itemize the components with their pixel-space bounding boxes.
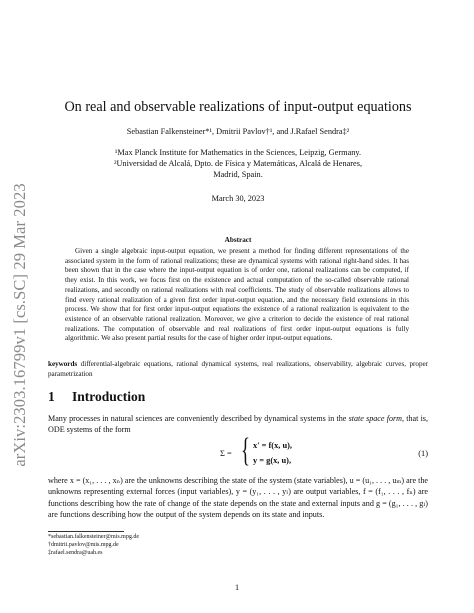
equation-brace: {	[241, 432, 250, 469]
keywords-text: differential-algebraic equations, rational dynamical systems, real realizations, observability, algebraic curves, proper parametrization	[48, 360, 428, 378]
affiliation-2	[60, 158, 416, 180]
section-number: 1	[48, 389, 55, 404]
footnote-1[interactable]: *sebastian.falkensteiner@mis.mpg.de	[48, 534, 140, 540]
para1-text-a: Many processes in natural sciences are conveniently described by dynamical systems in the	[48, 414, 349, 423]
affiliation-2-line-2: Madrid, Spain.	[213, 170, 263, 179]
abstract-heading: Abstract	[224, 236, 252, 244]
keywords	[48, 360, 428, 379]
paper-date: March 30, 2023	[211, 194, 265, 203]
equation-1	[48, 432, 428, 472]
para1-emphasis: state space form	[348, 414, 402, 423]
footnote-2[interactable]: †dmitrii.pavlov@mis.mpg.de	[48, 542, 119, 548]
equation-line-2: y = g(x, u),	[253, 456, 292, 465]
para1-text-b: , that is, ODE systems of the form	[48, 414, 428, 435]
footnote-3[interactable]: ‡rafael.sendra@uah.es	[48, 550, 103, 556]
keywords-label: keywords	[48, 360, 78, 368]
footnote-rule	[48, 531, 124, 532]
section-title: Introduction	[72, 389, 146, 404]
equation-line-1: x′ = f(x, u),	[253, 441, 292, 450]
affiliation-1: ¹Max Planck Institute for Mathematics in the Sciences, Leipzig, Germany.	[114, 148, 362, 157]
page-number: 1	[234, 583, 240, 592]
arxiv-stamp	[8, 135, 32, 515]
section-heading	[48, 389, 145, 405]
arxiv-id[interactable]: arXiv:2303.16799v1 [cs.SC] 29 Mar 2023	[10, 183, 29, 467]
intro-paragraph-2: where x = (x₁, . . . , xₙ) are the unknowns describing the state of the system (state variables), u = (u₁, . . . , uₘ) are the unknowns representing external forces (input variables), y = (y₁, . . . , yₗ) are output variables, f = (f₁, . . . , fₙ) are functions describing how the rate of change of the state depends on the state and external inputs and g = (g₁, . . . , gₗ) are functions describing how the output of the system depends on its state and inputs.	[48, 476, 428, 519]
affiliation-2-line-1: ²Universidad de Alcalá, Dpto. de Física y Matemáticas, Alcalá de Henares,	[113, 159, 363, 168]
equation-lhs: Σ =	[220, 449, 232, 458]
paper-title: On real and observable realizations of input-output equations	[64, 99, 412, 115]
abstract-text: Given a single algebraic input-output equation, we present a method for finding different representations of the associated system in the form of rational realizations; these are dynamical systems with rational right-hand sides. It has been shown that in the case where the input-output equation is of order one, rational realizations can be computed, if they exist. In this work, we focus first on the existence and actual computation of the so-called observable rational realizations, and secondly on rational realizations with real coefficients. The study of observable realizations allows to find every rational realization of a given first order input-output equation, and the necessary field extensions in this process. We show that for first order input-output equations the existence of a rational realization is equivalent to the existence of an observable rational realization. Moreover, we give a criterion to decide the existence of real rational realizations. The computation of observable and real realizations of first order input-output equations is fully algorithmic. We also present partial results for the case of higher order input-output equations.	[65, 247, 409, 343]
author-list: Sebastian Falkensteiner*¹, Dmitrii Pavlov†¹, and J.Rafael Sendra‡²	[126, 127, 350, 136]
equation-number: (1)	[418, 449, 428, 458]
intro-paragraph-1	[48, 413, 428, 436]
